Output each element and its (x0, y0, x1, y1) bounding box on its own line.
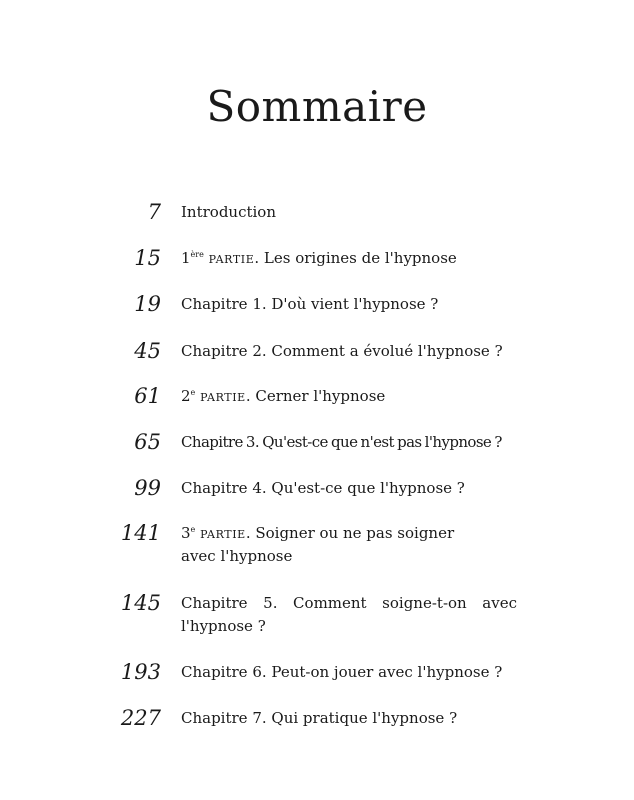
part-ordinal-suffix: e (190, 388, 196, 397)
part-word: partie (208, 249, 255, 267)
part-title: . Les origines de l'hypnose (254, 249, 457, 267)
toc-page-number: 19 (134, 292, 161, 316)
toc-entry-title: Chapitre 5. Comment soigne-t-on avec l'hypnose ? (181, 594, 517, 635)
toc-entry-title: Chapitre 6. Peut-on jouer avec l'hypnose ? (181, 663, 503, 681)
toc-page-number: 45 (134, 339, 161, 363)
toc-entry-title: Chapitre 3. Qu'est-ce que n'est pas l'hypnose ? (181, 433, 502, 451)
toc-entry-title: Chapitre 1. D'où vient l'hypnose ? (181, 295, 439, 313)
part-number: 3 (181, 524, 191, 542)
toc-page-number: 145 (120, 591, 161, 615)
toc-entry-title (181, 247, 517, 270)
part-ordinal-suffix: e (190, 525, 196, 534)
part-word: partie (200, 524, 246, 542)
toc-entry-title (181, 385, 517, 408)
part-word: partie (200, 387, 246, 405)
toc-page-number: 61 (134, 384, 161, 408)
toc-page-number: 141 (120, 521, 161, 545)
part-title-continued: avec l'hypnose (181, 547, 293, 565)
part-title: . Cerner l'hypnose (245, 387, 386, 405)
toc-page-number: 227 (120, 706, 161, 730)
part-number: 1 (181, 249, 191, 267)
toc-page-number: 99 (134, 476, 161, 500)
part-title: . Soigner ou ne pas soigner (245, 524, 455, 542)
toc-entry-title: Chapitre 7. Qui pratique l'hypnose ? (181, 709, 458, 727)
toc-page-number: 65 (134, 430, 161, 454)
toc-entry-title: Introduction (181, 203, 276, 221)
part-number: 2 (181, 387, 191, 405)
toc-page-number: 7 (147, 200, 161, 224)
page-title: Sommaire (206, 82, 428, 131)
toc-entry-title: Chapitre 4. Qu'est-ce que l'hypnose ? (181, 479, 465, 497)
toc-page-number: 193 (120, 660, 161, 684)
toc-entry-title (181, 522, 517, 568)
toc-page-number: 15 (134, 246, 161, 270)
part-ordinal-suffix: ère (190, 250, 204, 259)
toc-entry-title: Chapitre 2. Comment a évolué l'hypnose ? (181, 342, 503, 360)
